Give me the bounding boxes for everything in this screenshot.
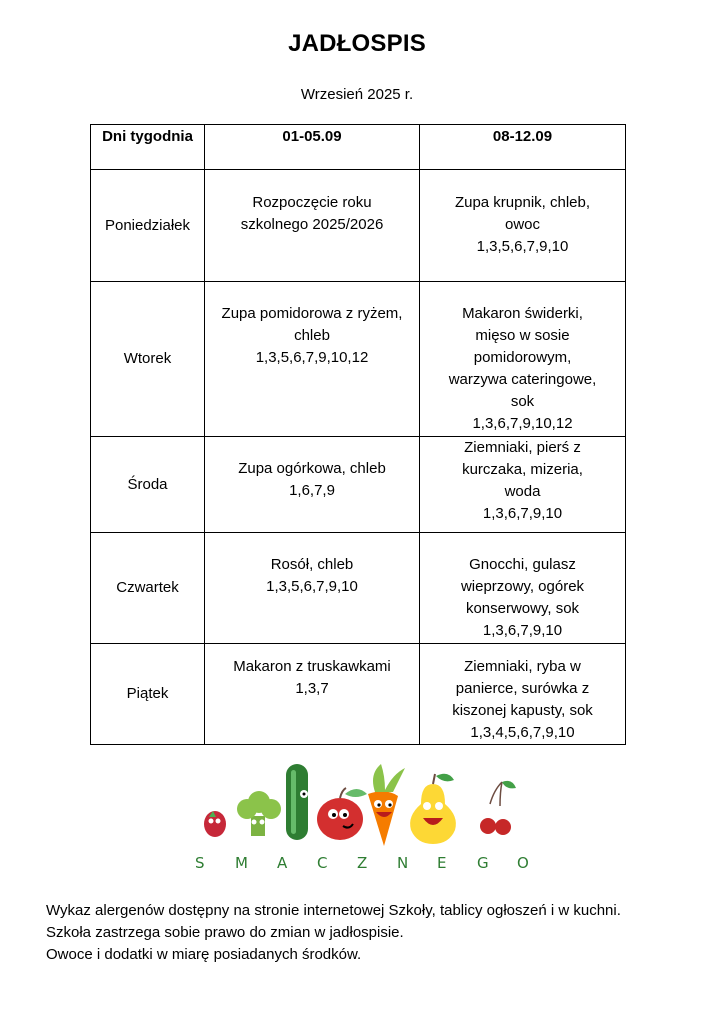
allergens: 1,3,5,6,7,9,10 — [266, 578, 358, 595]
meal-line: kurczaka, mizeria, — [462, 461, 583, 478]
allergens: 1,3,5,6,7,9,10 — [476, 238, 569, 255]
meal-line: chleb — [294, 327, 330, 344]
meal-cell — [205, 437, 420, 533]
apple-icon — [317, 788, 367, 840]
allergens: 1,6,7,9 — [289, 482, 335, 499]
table-header-row — [91, 125, 626, 170]
table-row — [91, 533, 626, 644]
meal-cell — [205, 282, 420, 437]
meal-line: Zupa pomidorowa z ryżem, — [221, 305, 403, 322]
day-cell: Wtorek — [91, 282, 205, 437]
meal-cell — [420, 644, 626, 745]
meal-cell — [205, 533, 420, 644]
day-cell: Poniedziałek — [91, 170, 205, 282]
caption-letter: G — [477, 854, 489, 872]
meal-line: Makaron świderki, — [462, 305, 583, 322]
note-allergens: Wykaz alergenów dostępny na stronie internetowej Szkoły, tablicy ogłoszeń i w kuchni. — [46, 902, 621, 919]
note-fruit: Owoce i dodatki w miarę posiadanych środków. — [46, 946, 362, 963]
meal-line: kiszonej kapusty, sok — [452, 702, 593, 719]
header-days: Dni tygodnia — [91, 125, 205, 170]
meal-cell — [420, 282, 626, 437]
pear-icon — [410, 774, 456, 844]
day-cell: Środa — [91, 437, 205, 533]
meal-line: mięso w sosie — [475, 327, 570, 344]
meal-line: Zupa krupnik, chleb, — [454, 194, 591, 211]
meal-cell — [420, 170, 626, 282]
raspberry-icon — [204, 811, 226, 837]
note-changes: Szkoła zastrzega sobie prawo do zmian w jadłospisie. — [46, 924, 404, 941]
header-week-1: 01-05.09 — [205, 125, 420, 170]
caption-letter: C — [317, 854, 328, 872]
broccoli-icon — [237, 791, 281, 836]
meal-line: Zupa ogórkowa, chleb — [238, 460, 386, 477]
meal-line: pomidorowym, — [473, 349, 572, 366]
smacznego-illustration — [165, 760, 545, 890]
cucumber-icon — [286, 764, 308, 840]
caption-letter: O — [517, 854, 529, 872]
meal-cell — [205, 170, 420, 282]
allergens: 1,3,4,5,6,7,9,10 — [470, 724, 575, 741]
table-row — [91, 170, 626, 282]
meal-line: Ziemniaki, pierś z — [464, 439, 581, 456]
meal-line: szkolnego 2025/2026 — [240, 216, 384, 233]
table-row — [91, 437, 626, 533]
allergens: 1,3,7 — [295, 680, 329, 697]
meal-line: Ziemniaki, ryba w — [464, 658, 581, 675]
allergens: 1,3,6,7,9,10 — [482, 622, 563, 639]
meal-line: Rozpoczęcie roku — [252, 194, 372, 211]
menu-table — [90, 124, 626, 745]
caption-letter: A — [277, 854, 288, 872]
meal-line: Rosół, chleb — [270, 556, 354, 573]
smacznego-caption — [195, 854, 529, 872]
carrot-icon — [368, 764, 405, 846]
meal-line: owoc — [504, 216, 541, 233]
meal-line: warzywa cateringowe, — [448, 371, 597, 388]
meal-cell — [205, 644, 420, 745]
meal-line: panierce, surówka z — [455, 680, 590, 697]
caption-letter: S — [195, 854, 205, 872]
meal-cell — [420, 437, 626, 533]
meal-line: konserwowy, sok — [465, 600, 580, 617]
allergens: 1,3,6,7,9,10,12 — [472, 415, 573, 432]
day-cell: Czwartek — [91, 533, 205, 644]
meal-line: wieprzowy, ogórek — [460, 578, 585, 595]
allergens: 1,3,5,6,7,9,10,12 — [255, 349, 369, 366]
meal-line: woda — [504, 483, 541, 500]
caption-letter: E — [437, 854, 447, 872]
page-subtitle: Wrzesień 2025 r. — [300, 86, 414, 103]
caption-letter: N — [397, 854, 409, 872]
page-title: JADŁOSPIS — [288, 30, 426, 57]
allergens: 1,3,6,7,9,10 — [482, 505, 563, 522]
caption-letter: Z — [357, 854, 368, 872]
notes — [46, 900, 621, 966]
table-row — [91, 644, 626, 745]
meal-line: Gnocchi, gulasz — [469, 556, 576, 573]
header-week-2: 08-12.09 — [420, 125, 626, 170]
meal-line: sok — [510, 393, 535, 410]
meal-cell — [420, 533, 626, 644]
caption-letter: M — [235, 854, 248, 872]
meal-line: Makaron z truskawkami — [233, 658, 391, 675]
day-cell: Piątek — [91, 644, 205, 745]
table-row — [91, 282, 626, 437]
cherries-icon — [480, 781, 516, 835]
